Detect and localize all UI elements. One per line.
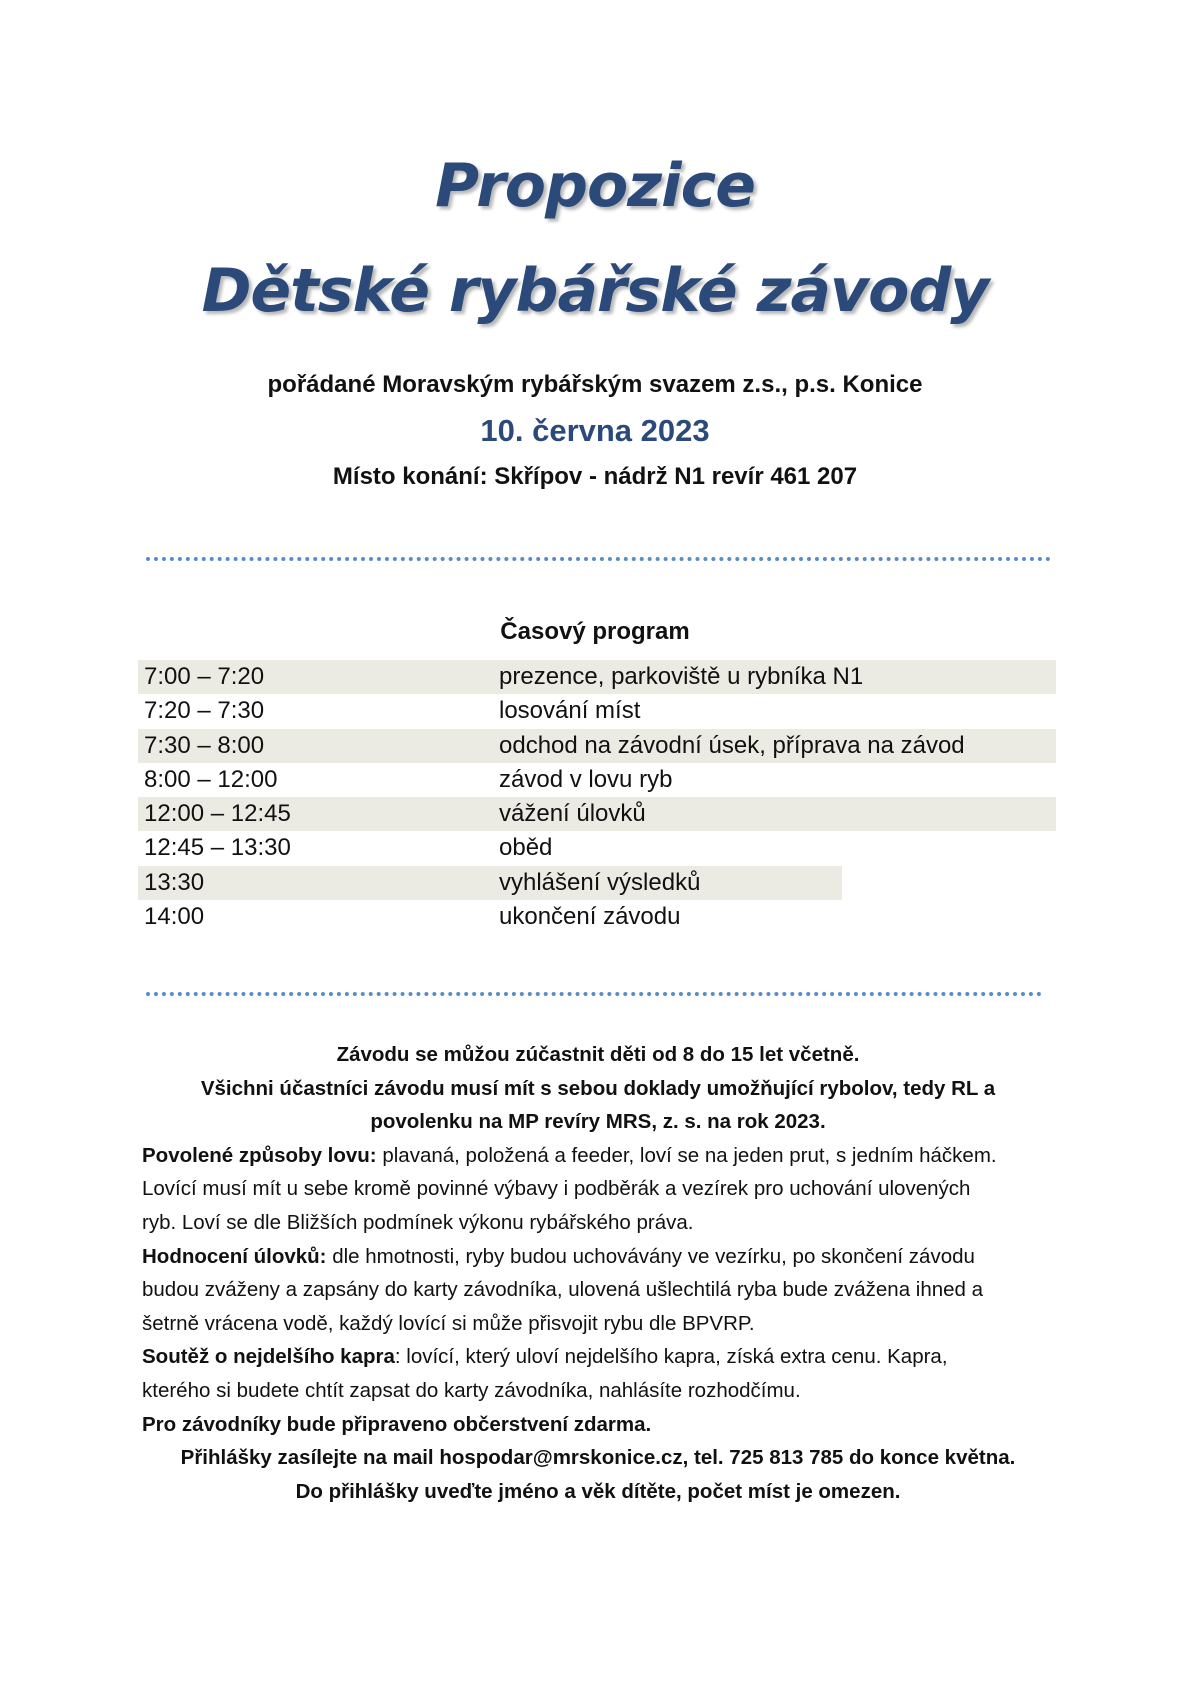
schedule-time: 12:45 – 13:30: [144, 834, 291, 862]
fishing-methods-line2: Lovící musí mít u sebe kromě povinné výbavy i podběrák a vezírek pro uchování ulovených: [142, 1177, 971, 1201]
title-event-name: Dětské rybářské závody: [201, 256, 989, 326]
info-section: [142, 1038, 1054, 1508]
documents-requirement-line1: Všichni účastníci závodu musí mít s sebou doklady umožňující rybolov, tedy RL a: [200, 1076, 996, 1100]
fishing-methods-line3: ryb. Loví se dle Bližších podmínek výkonu rybářského práva.: [142, 1210, 694, 1234]
schedule-time: 8:00 – 12:00: [144, 765, 278, 793]
signup-line1: Přihlášky zasílejte na mail hospodar@mrskonice.cz, tel. 725 813 785 do konce května.: [180, 1446, 1016, 1470]
schedule-activity: ukončení závodu: [499, 903, 681, 931]
schedule-table: [138, 660, 1056, 934]
schedule-time: 14:00: [144, 903, 205, 931]
signup-line2: Do přihlášky uveďte jméno a věk dítěte, počet míst je omezen.: [295, 1479, 901, 1503]
schedule-time: 13:30: [144, 868, 205, 896]
carp-contest-label: Soutěž o nejdelšího kapra: [142, 1345, 395, 1369]
fishing-methods-text: plavaná, položená a feeder, loví se na jeden prut, s jedním háčkem.: [376, 1143, 997, 1167]
title-propozice: Propozice: [435, 151, 755, 221]
schedule-row: [138, 866, 1056, 900]
organizer-line: pořádané Moravským rybářským svazem z.s., p.s. Konice: [267, 371, 923, 398]
fishing-methods-label: Povolené způsoby lovu:: [142, 1143, 377, 1167]
event-venue: Místo konání: Skřípov - nádrž N1 revír 461 207: [332, 463, 858, 490]
schedule-row: [138, 729, 1056, 763]
schedule-row: [138, 831, 1056, 865]
carp-contest-text: : lovící, který uloví nejdelšího kapra, získá extra cenu. Kapra,: [394, 1345, 948, 1369]
schedule-row: [138, 763, 1056, 797]
schedule-activity: odchod na závodní úsek, příprava na závod: [499, 731, 965, 759]
schedule-time: 12:00 – 12:45: [144, 800, 291, 828]
fishing-methods: [142, 1139, 1054, 1173]
schedule-activity: prezence, parkoviště u rybníka N1: [499, 663, 864, 690]
schedule-activity: vyhlášení výsledků: [499, 868, 701, 896]
schedule-row: [138, 900, 1056, 934]
catch-scoring-text: dle hmotnosti, ryby budou uchovávány ve vezírku, po skončení závodu: [326, 1244, 975, 1268]
schedule-time: 7:20 – 7:30: [144, 697, 265, 725]
schedule-row: [138, 660, 1056, 694]
schedule-activity: losování míst: [499, 697, 641, 725]
catch-scoring-line2: budou zváženy a zapsány do karty závodníka, ulovená ušlechtilá ryba bude zvážena ihned a: [142, 1278, 984, 1302]
schedule-activity: závod v lovu ryb: [499, 765, 673, 793]
schedule-heading: Časový program: [500, 618, 690, 645]
dotted-divider-top: [146, 557, 1051, 561]
age-requirement: Závodu se můžou zúčastnit děti od 8 do 15 let včetně.: [336, 1043, 860, 1066]
schedule-time: 7:30 – 8:00: [144, 731, 265, 759]
documents-requirement-line2: povolenku na MP revíry MRS, z. s. na rok 2023.: [370, 1110, 826, 1134]
schedule-time: 7:00 – 7:20: [144, 663, 265, 690]
carp-contest: [142, 1340, 1054, 1374]
catch-scoring: [142, 1240, 1054, 1274]
event-date: 10. června 2023: [480, 413, 710, 448]
catch-scoring-label: Hodnocení úlovků:: [142, 1244, 327, 1268]
schedule-row: [138, 694, 1056, 728]
carp-contest-line2: kterého si budete chtít zapsat do karty závodníka, nahlásíte rozhodčímu.: [142, 1378, 801, 1402]
schedule-row: [138, 797, 1056, 831]
dotted-divider-bottom: [146, 992, 1042, 996]
schedule-activity: vážení úlovků: [499, 800, 646, 828]
schedule-activity: oběd: [499, 834, 553, 862]
catch-scoring-line3: šetrně vrácena vodě, každý lovící si může přisvojit rybu dle BPVRP.: [142, 1311, 755, 1335]
refreshment-note: Pro závodníky bude připraveno občerstvení zdarma.: [142, 1412, 652, 1436]
